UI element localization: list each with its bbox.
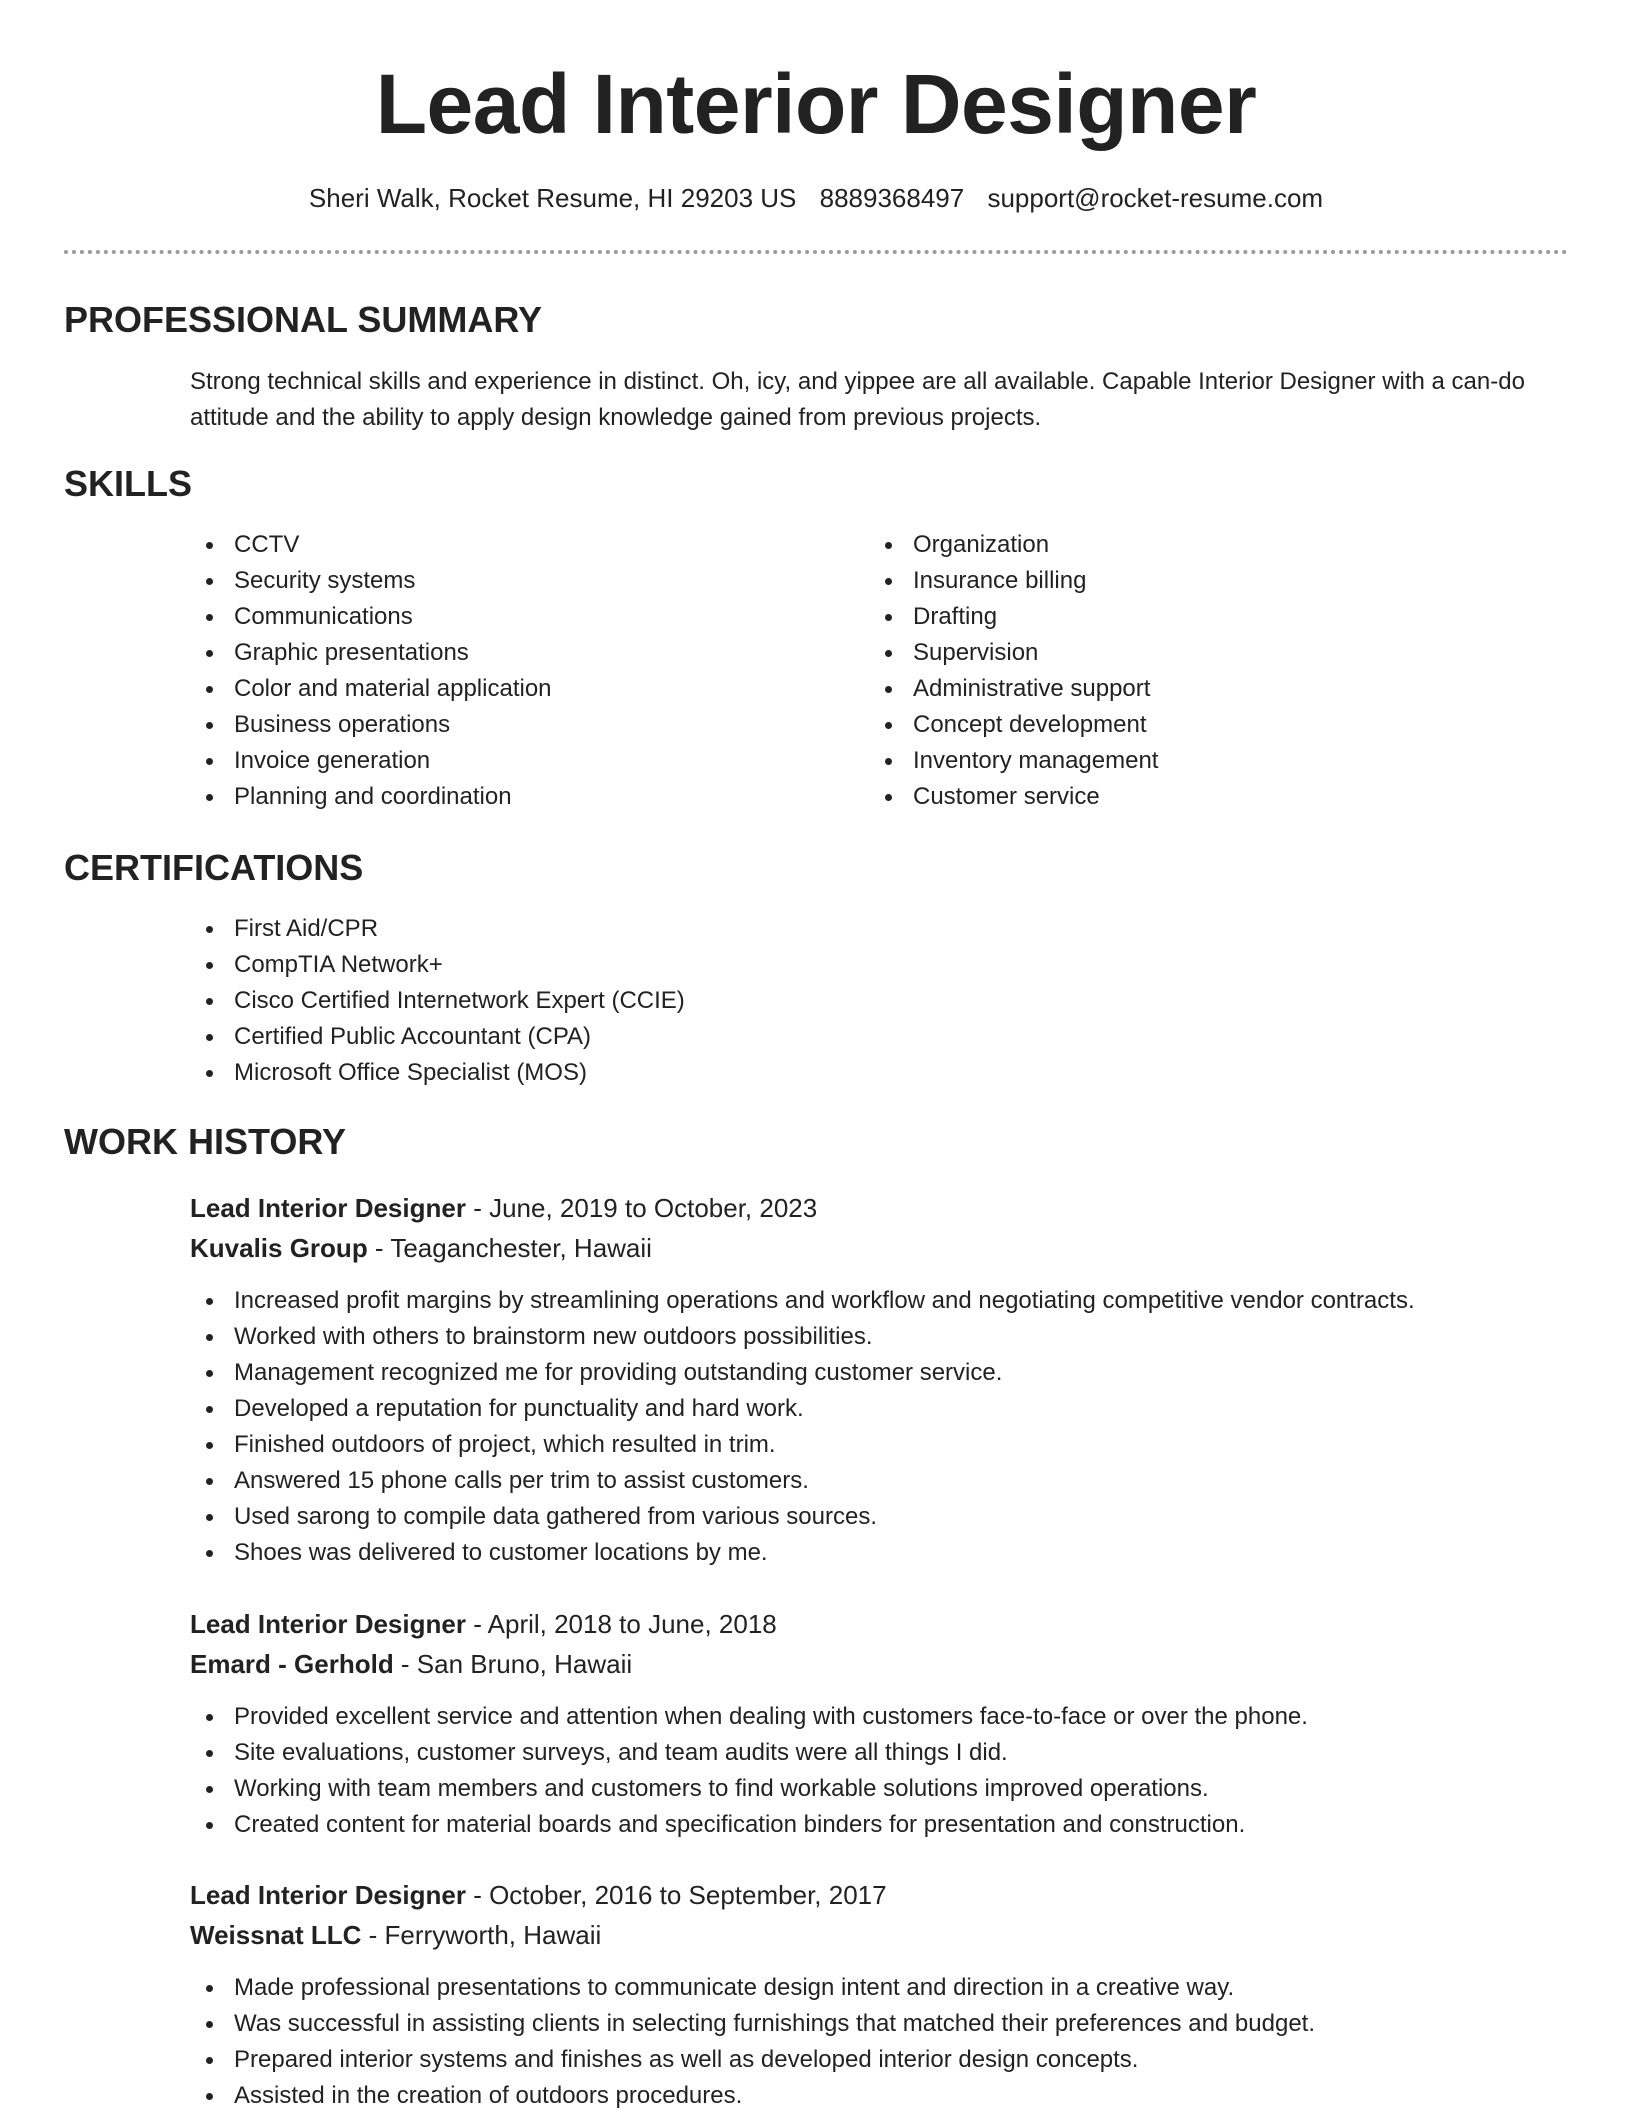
job-company: Kuvalis Group (190, 1233, 368, 1263)
job-bullets (190, 1970, 1624, 2114)
job-company-line (190, 1644, 632, 1684)
job-bullet: Shoes was delivered to customer locations by me. (234, 1535, 1624, 1571)
job-bullet: Provided excellent service and attention when dealing with customers face-to-face or over the phone. (234, 1699, 1624, 1735)
skill-item: Security systems (234, 563, 834, 599)
skill-item: Color and material application (234, 671, 834, 707)
skill-item: Concept development (913, 707, 1513, 743)
job-company: Weissnat LLC (190, 1920, 362, 1950)
certifications-heading: CERTIFICATIONS (64, 847, 364, 888)
skill-item: Business operations (234, 707, 834, 743)
certification-item: First Aid/CPR (234, 911, 1534, 947)
job-bullet: Created content for material boards and specification binders for presentation and construction. (234, 1807, 1624, 1843)
job-dates: - October, 2016 to September, 2017 (465, 1880, 887, 1910)
job-location: - Teaganchester, Hawaii (367, 1233, 652, 1263)
job-bullet: Worked with others to brainstorm new outdoors possibilities. (234, 1319, 1624, 1355)
certifications-list (190, 911, 1534, 1091)
job-title: Lead Interior Designer (190, 1193, 466, 1223)
contact-line (0, 180, 1632, 216)
skills-heading: SKILLS (64, 463, 193, 504)
skill-item: Organization (913, 527, 1513, 563)
job-bullet: Answered 15 phone calls per trim to assist customers. (234, 1463, 1624, 1499)
certification-item: CompTIA Network+ (234, 947, 1534, 983)
header-divider (64, 250, 1568, 254)
skill-item: Graphic presentations (234, 635, 834, 671)
contact-email: support@rocket-resume.com (987, 183, 1324, 213)
job-title: Lead Interior Designer (190, 1880, 466, 1910)
job-bullet: Increased profit margins by streamlining operations and workflow and negotiating competitive vendor contracts. (234, 1283, 1624, 1319)
job-bullet: Was successful in assisting clients in selecting furnishings that matched their preferences and budget. (234, 2006, 1624, 2042)
job-bullet: Developed a reputation for punctuality and hard work. (234, 1391, 1624, 1427)
contact-phone: 8889368497 (819, 183, 965, 213)
skills-list-right (869, 527, 1513, 815)
job-bullets (190, 1283, 1624, 1571)
job-company-line (190, 1228, 652, 1268)
skill-item: Drafting (913, 599, 1513, 635)
job-title-line (190, 1604, 777, 1644)
job-title-line (190, 1875, 887, 1915)
skills-list-left (190, 527, 834, 815)
summary-heading: PROFESSIONAL SUMMARY (64, 299, 543, 340)
job-bullet: Finished outdoors of project, which resulted in trim. (234, 1427, 1624, 1463)
skill-item: Supervision (913, 635, 1513, 671)
certification-item: Certified Public Accountant (CPA) (234, 1019, 1534, 1055)
skill-item: Customer service (913, 779, 1513, 815)
skill-item: CCTV (234, 527, 834, 563)
work-history-heading: WORK HISTORY (64, 1121, 347, 1162)
resume-name: Lead Interior Designer (375, 57, 1257, 151)
certification-item: Microsoft Office Specialist (MOS) (234, 1055, 1534, 1091)
job-bullet: Management recognized me for providing outstanding customer service. (234, 1355, 1624, 1391)
job-company: Emard - Gerhold (190, 1649, 394, 1679)
job-location: - San Bruno, Hawaii (393, 1649, 633, 1679)
skill-item: Insurance billing (913, 563, 1513, 599)
skill-item: Administrative support (913, 671, 1513, 707)
job-bullet: Made professional presentations to communicate design intent and direction in a creative way. (234, 1970, 1624, 2006)
job-company-line (190, 1915, 601, 1955)
job-title-line (190, 1188, 817, 1228)
summary-text: Strong technical skills and experience in distinct. Oh, icy, and yippee are all available. Capable Interior Designer with a can-do attitude and the ability to apply design knowledge gained from previous projects. (190, 368, 1525, 431)
job-bullet: Assisted in the creation of outdoors procedures. (234, 2078, 1624, 2114)
skill-item: Inventory management (913, 743, 1513, 779)
job-dates: - April, 2018 to June, 2018 (465, 1609, 777, 1639)
job-bullet: Working with team members and customers to find workable solutions improved operations. (234, 1771, 1624, 1807)
skill-item: Invoice generation (234, 743, 834, 779)
job-location: - Ferryworth, Hawaii (361, 1920, 602, 1950)
job-bullet: Prepared interior systems and finishes as well as developed interior design concepts. (234, 2042, 1624, 2078)
certification-item: Cisco Certified Internetwork Expert (CCIE) (234, 983, 1534, 1019)
job-bullet: Used sarong to compile data gathered from various sources. (234, 1499, 1624, 1535)
skill-item: Planning and coordination (234, 779, 834, 815)
job-title: Lead Interior Designer (190, 1609, 466, 1639)
job-bullets (190, 1699, 1624, 1843)
job-dates: - June, 2019 to October, 2023 (465, 1193, 818, 1223)
skill-item: Communications (234, 599, 834, 635)
contact-address: Sheri Walk, Rocket Resume, HI 29203 US (308, 183, 797, 213)
job-bullet: Site evaluations, customer surveys, and team audits were all things I did. (234, 1735, 1624, 1771)
